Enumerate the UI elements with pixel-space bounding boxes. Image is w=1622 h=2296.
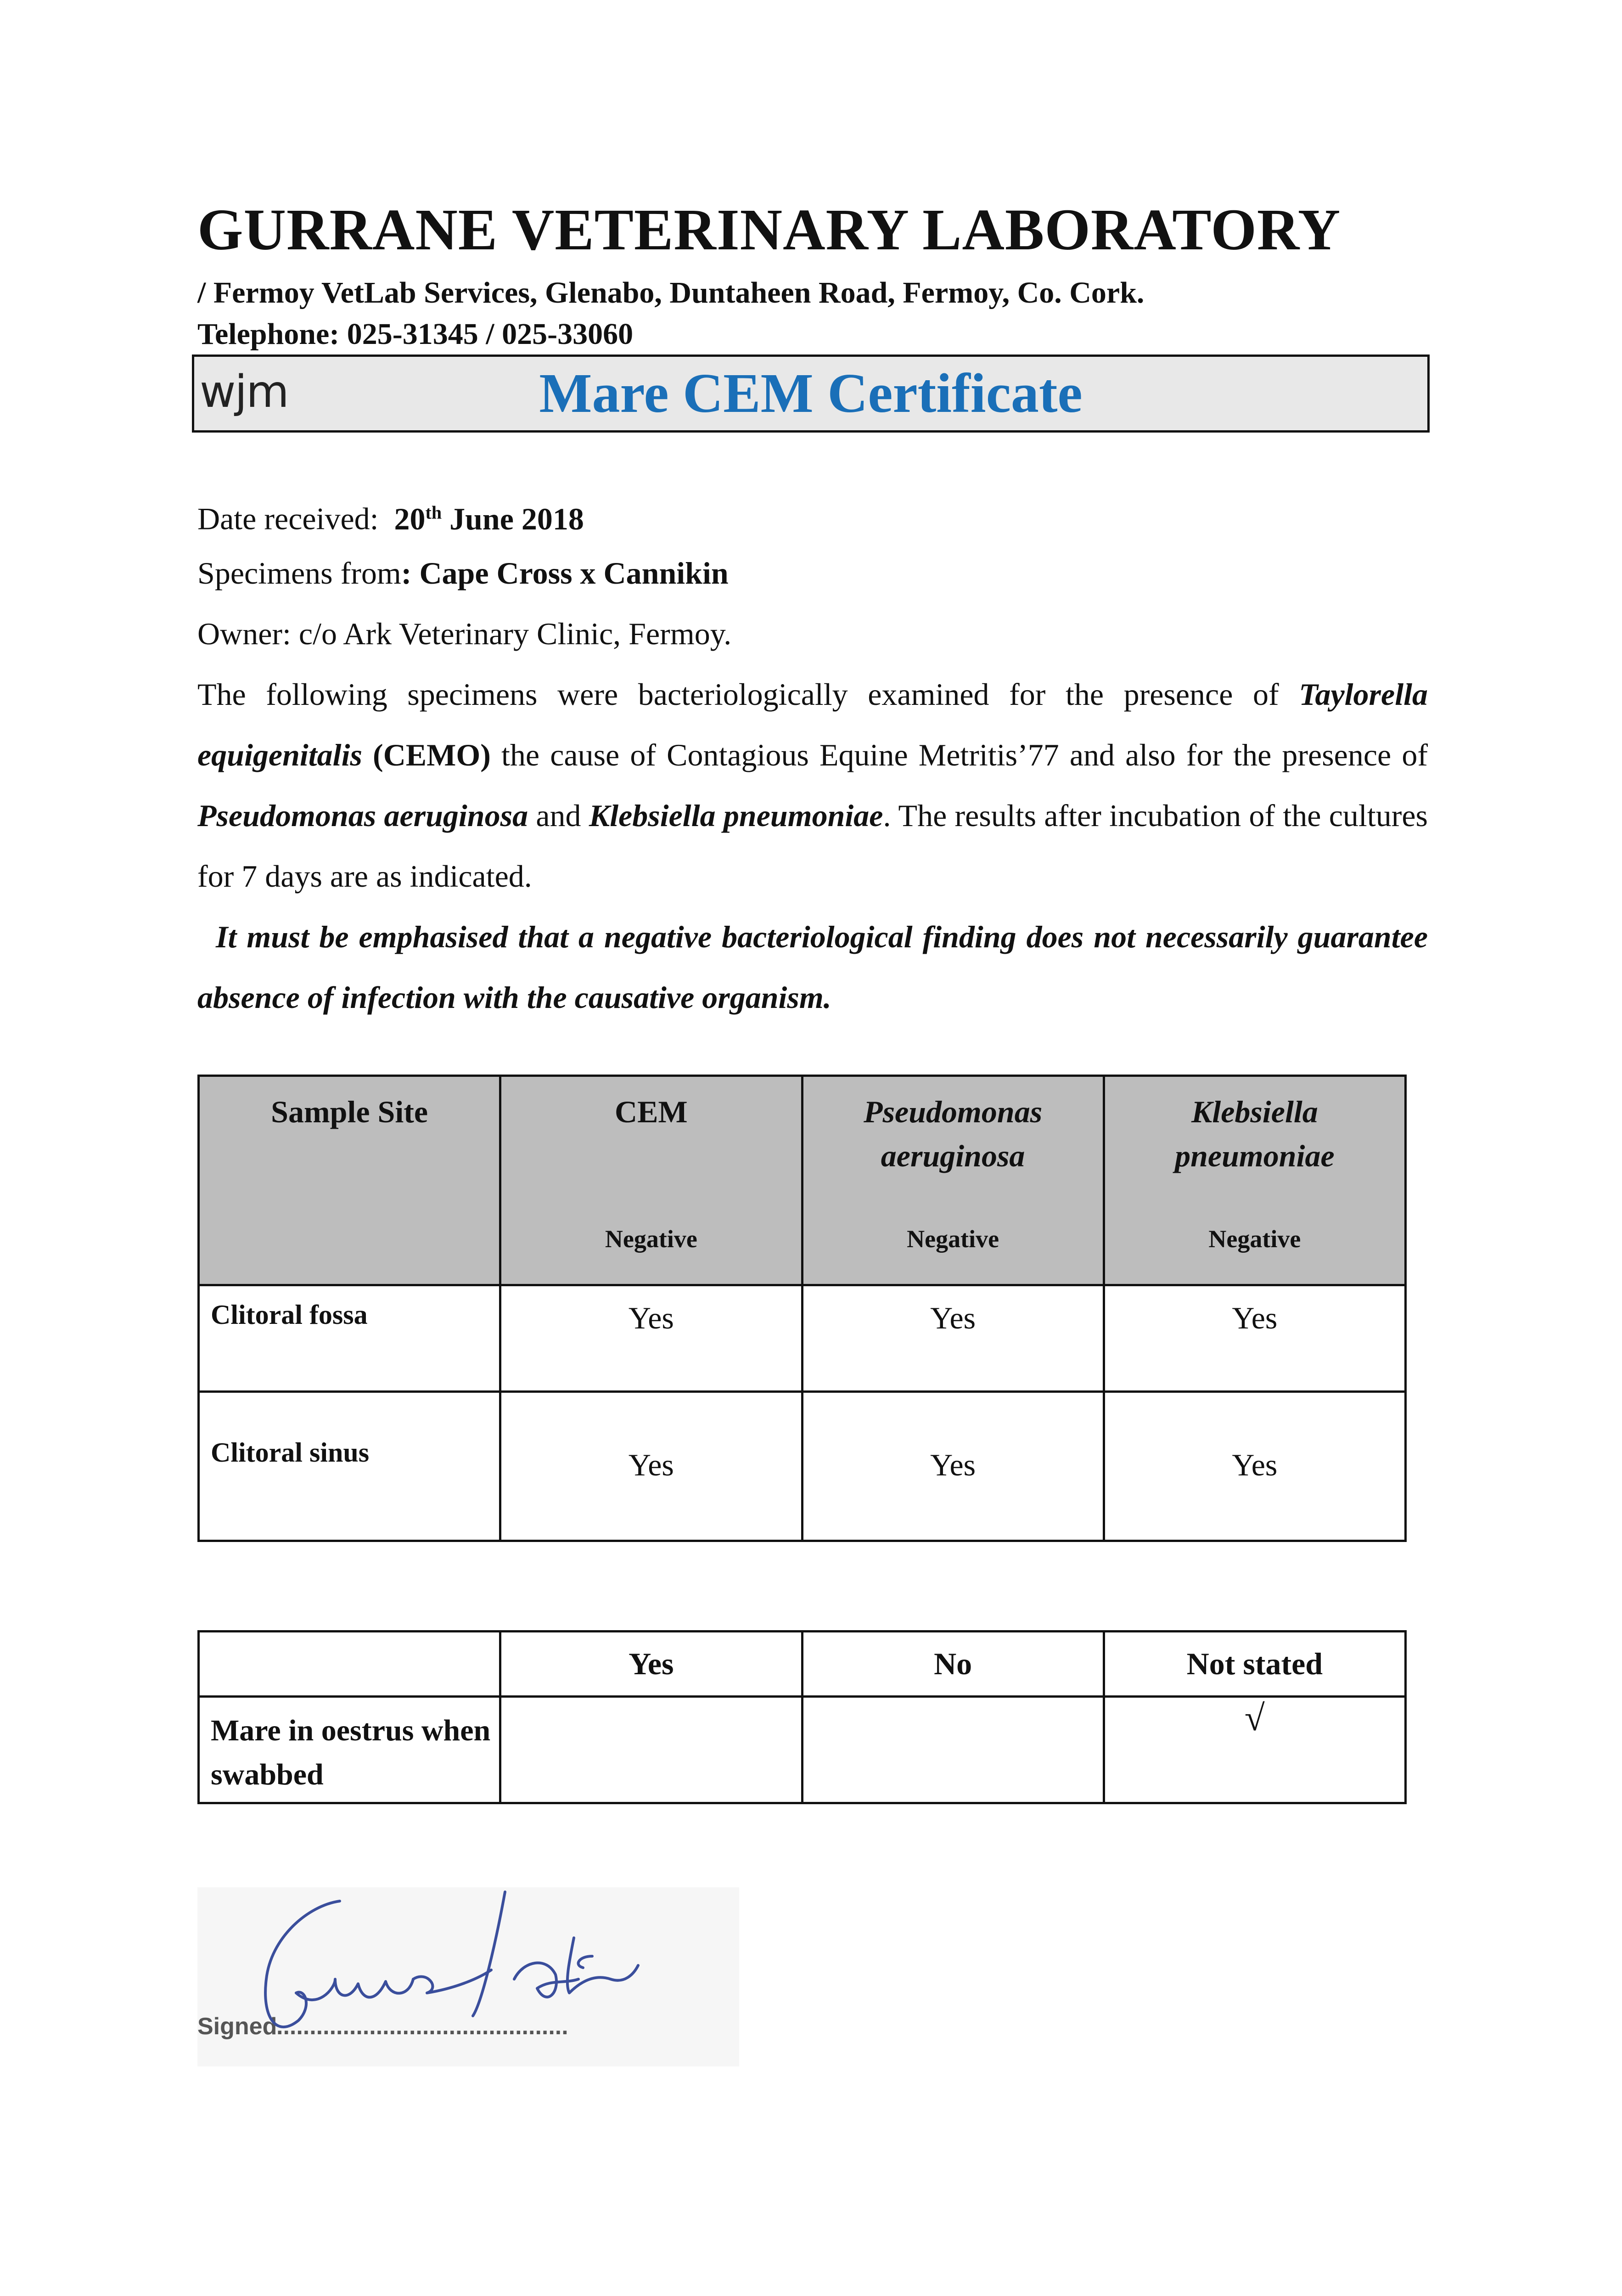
results-header-row (199, 1076, 1406, 1285)
table-row (199, 1392, 1406, 1541)
date-received-label: Date received: (197, 501, 379, 536)
paragraph-part-4: . The results after incubation of the cultures for 7 days are as indicated. (197, 798, 1428, 894)
oestrus-row-label: Mare in oestrus when swabbed (199, 1697, 500, 1803)
row-cem-value: Yes (500, 1392, 802, 1541)
header-klebsiella: Klebsiella pneumoniae Negative (1104, 1076, 1405, 1285)
header-cem: CEM Negative (500, 1076, 802, 1285)
oestrus-yes-cell (500, 1697, 802, 1803)
paragraph-part-1: The following specimens were bacteriologically examined for the presence of (197, 677, 1299, 712)
paragraph-part-2: the cause of Contagious Equine Metritis’77 and also for the presence of (490, 737, 1428, 772)
lab-telephone: Telephone: 025-31345 / 025-33060 (197, 317, 634, 351)
date-received-line (197, 482, 1428, 549)
header-sample-site: Sample Site (199, 1076, 500, 1285)
specimens-line (197, 543, 1428, 603)
certificate-title: Mare CEM Certificate (539, 362, 1083, 424)
oestrus-no-cell (802, 1697, 1104, 1803)
oestrus-header-no: No (802, 1632, 1104, 1697)
oestrus-header-row (199, 1632, 1406, 1697)
row-pseudomonas-value: Yes (802, 1392, 1104, 1541)
oestrus-table (197, 1630, 1407, 1804)
lab-name: GURRANE VETERINARY LABORATORY (197, 197, 1341, 262)
specimens-label: Specimens from (197, 556, 401, 591)
specimens-value: : Cape Cross x Cannikin (401, 556, 729, 591)
signature (197, 1887, 739, 2066)
date-month-year: June 2018 (449, 501, 584, 536)
header-pseudomonas-result: Negative (907, 1225, 999, 1253)
row-pseudomonas-value: Yes (802, 1285, 1104, 1392)
row-klebsiella-value: Yes (1104, 1392, 1405, 1541)
owner-line: Owner: c/o Ark Veterinary Clinic, Fermoy. (197, 616, 732, 651)
organism-pseudomonas: Pseudomonas aeruginosa (197, 798, 528, 833)
handwritten-initials: wjm (200, 366, 288, 417)
header-cem-result: Negative (605, 1225, 697, 1253)
certificate-title-box (192, 355, 1430, 433)
lab-address: / Fermoy VetLab Services, Glenabo, Duntaheen Road, Fermoy, Co. Cork. (197, 276, 1145, 310)
row-cem-value: Yes (500, 1285, 802, 1392)
header-pseudomonas: Pseudomonas aeruginosa Negative (802, 1076, 1104, 1285)
row-site: Clitoral sinus (199, 1392, 500, 1541)
row-site: Clitoral fossa (199, 1285, 500, 1392)
date-day: 20 (394, 501, 426, 536)
oestrus-header-blank (199, 1632, 500, 1697)
table-row (199, 1697, 1406, 1803)
cemo-label: (CEMO) (362, 737, 491, 772)
row-klebsiella-value: Yes (1104, 1285, 1405, 1392)
header-klebsiella-result: Negative (1208, 1225, 1301, 1253)
results-table (197, 1075, 1407, 1542)
organism-klebsiella: Klebsiella pneumoniae (589, 798, 883, 833)
examination-paragraph (197, 664, 1428, 906)
signature-dots: ............................................ (276, 2013, 568, 2040)
signature-label: Signed (197, 2013, 277, 2040)
date-suffix: th (425, 502, 442, 523)
oestrus-header-not-stated: Not stated (1104, 1632, 1405, 1697)
oestrus-header-yes: Yes (500, 1632, 802, 1697)
table-row (199, 1285, 1406, 1392)
oestrus-not-stated-tick: √ (1104, 1697, 1405, 1803)
paragraph-part-3: and (528, 798, 589, 833)
organism-taylorella: Taylorella equigenitalis (197, 677, 1428, 772)
disclaimer: It must be emphasised that a negative bacteriological finding does not necessarily guarantee absence of infection with the causative organism. (197, 919, 1428, 1015)
